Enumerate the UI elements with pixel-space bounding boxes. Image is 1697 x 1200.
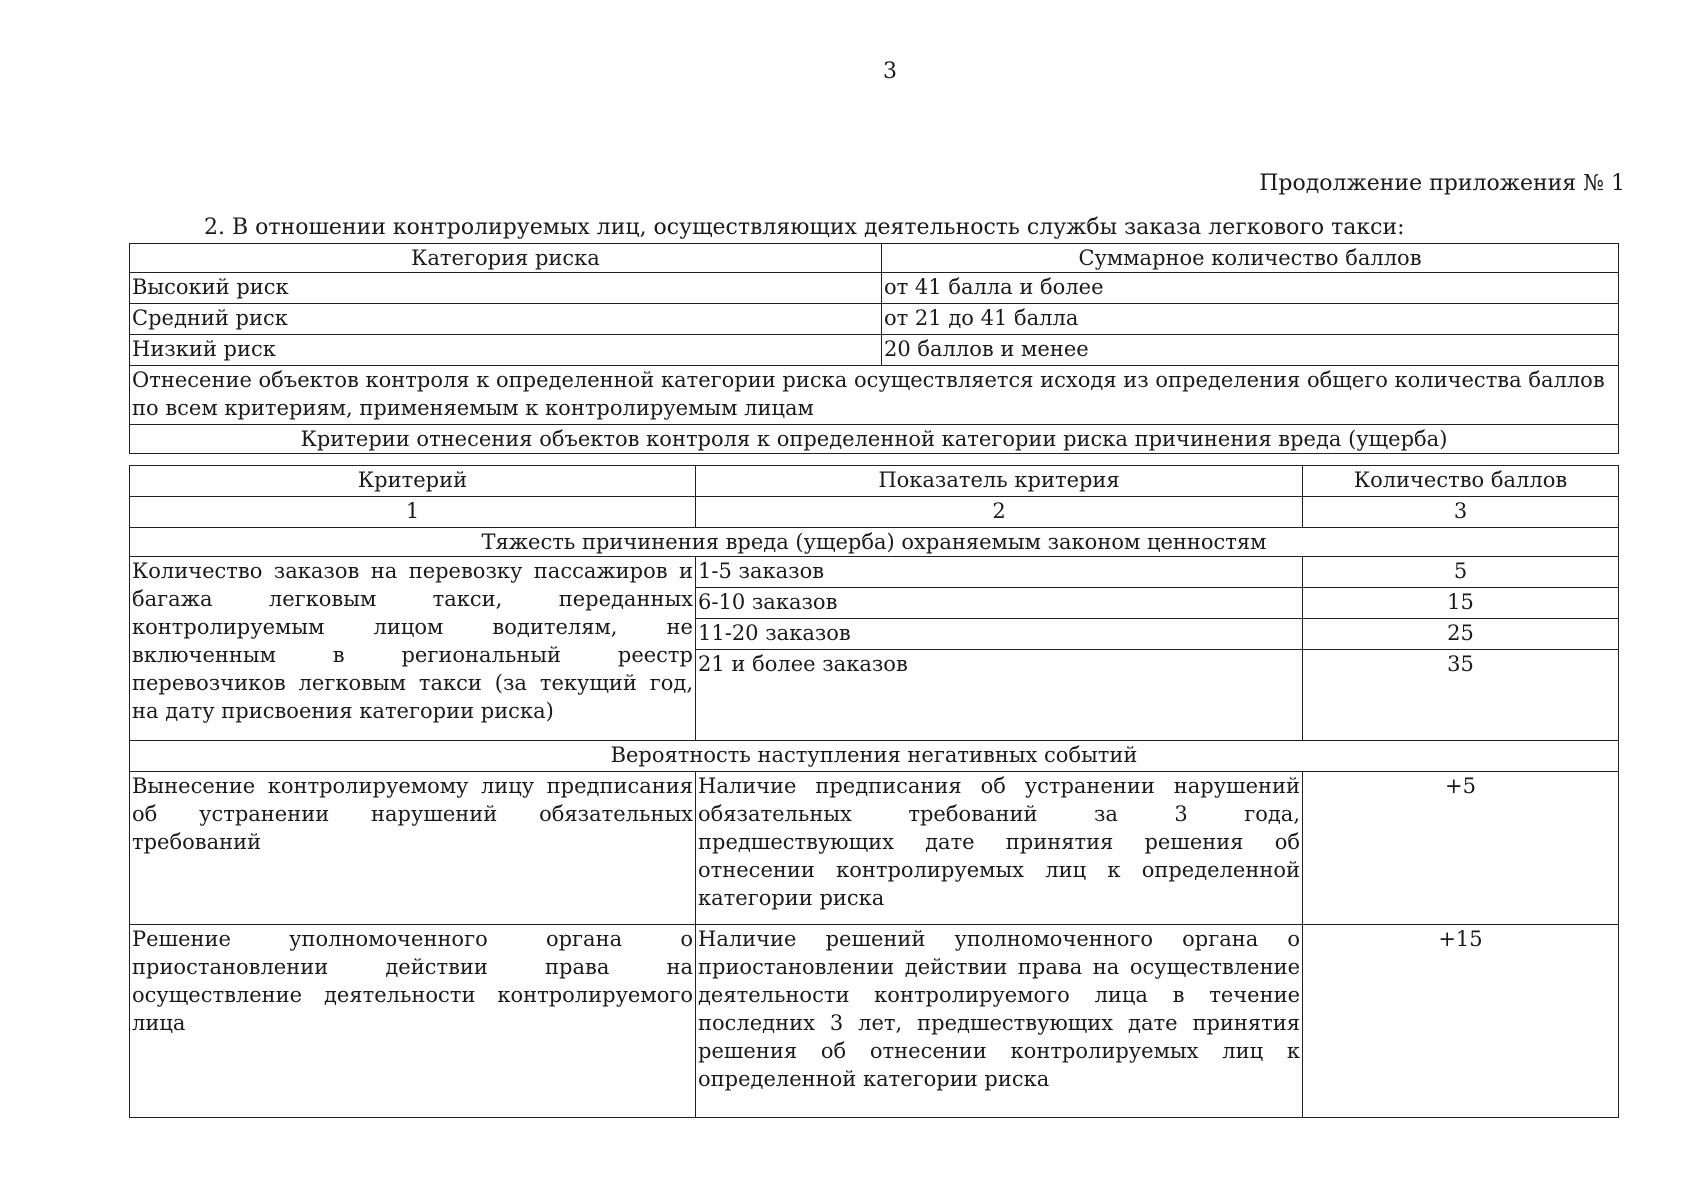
risk-points-cell: от 41 балла и более: [882, 273, 1619, 304]
points-cell: 15: [1303, 588, 1619, 619]
header-criterion: Критерий: [130, 466, 696, 497]
continuation-label: Продолжение приложения № 1: [1259, 171, 1625, 196]
column-numbers-row: [130, 497, 1619, 528]
probability-indicator: Наличие решений уполномоченного органа о приостановлении действии права на осуществление деятельности контролируемого лица в течение последних 3 лет, предшествующих дате принятия решения об отнесении контролируемых лиц к определенной категории риска: [696, 925, 1303, 1118]
section-intro: 2. В отношении контролируемых лиц, осуществляющих деятельность службы заказа легкового такси:: [204, 215, 1405, 240]
probability-row: [130, 772, 1619, 925]
indicator-cell: 21 и более заказов: [696, 650, 1303, 741]
severity-row: [130, 557, 1619, 588]
risk-category-cell: Высокий риск: [130, 273, 882, 304]
column-number-3: 3: [1303, 497, 1619, 528]
column-number-2: 2: [696, 497, 1303, 528]
header-indicator: Показатель критерия: [696, 466, 1303, 497]
severity-criterion: Количество заказов на перевозку пассажиров и багажа легковым такси, переданных контролируемым лицом водителям, не включенным в региональный реестр перевозчиков легковым такси (за текущий год, на дату присвоения категории риска): [130, 557, 696, 741]
header-total-points: Суммарное количество баллов: [882, 244, 1619, 273]
risk-note-row: [130, 366, 1619, 425]
criteria-table: [129, 465, 1619, 1118]
column-number-1: 1: [130, 497, 696, 528]
risk-row-high: [130, 273, 1619, 304]
points-cell: 5: [1303, 557, 1619, 588]
risk-row-low: [130, 335, 1619, 366]
criteria-title: Критерии отнесения объектов контроля к определенной категории риска причинения вреда (ущерба): [130, 425, 1619, 454]
section-severity-title-row: [130, 528, 1619, 557]
header-points: Количество баллов: [1303, 466, 1619, 497]
risk-category-cell: Средний риск: [130, 304, 882, 335]
risk-row-medium: [130, 304, 1619, 335]
section-severity-title: Тяжесть причинения вреда (ущерба) охраняемым законом ценностям: [130, 528, 1619, 557]
probability-criterion: Вынесение контролируемому лицу предписания об устранении нарушений обязательных требований: [130, 772, 696, 925]
probability-points: +5: [1303, 772, 1619, 925]
indicator-cell: 6-10 заказов: [696, 588, 1303, 619]
indicator-cell: 11-20 заказов: [696, 619, 1303, 650]
probability-indicator: Наличие предписания об устранении нарушений обязательных требований за 3 года, предшествующих дате принятия решения об отнесении контролируемых лиц к определенной категории риска: [696, 772, 1303, 925]
risk-category-cell: Низкий риск: [130, 335, 882, 366]
risk-category-table: [129, 243, 1619, 454]
risk-note: Отнесение объектов контроля к определенной категории риска осуществляется исходя из определения общего количества баллов по всем критериям, применяемым к контролируемым лицам: [130, 366, 1619, 425]
probability-row: [130, 925, 1619, 1118]
risk-points-cell: от 21 до 41 балла: [882, 304, 1619, 335]
points-cell: 35: [1303, 650, 1619, 741]
section-probability-title: Вероятность наступления негативных событий: [130, 741, 1619, 772]
indicator-cell: 1-5 заказов: [696, 557, 1303, 588]
section-probability-title-row: [130, 741, 1619, 772]
probability-points: +15: [1303, 925, 1619, 1118]
risk-table-header-row: [130, 244, 1619, 273]
criteria-header-row: [130, 466, 1619, 497]
probability-criterion: Решение уполномоченного органа о приостановлении действии права на осуществление деятельности контролируемого лица: [130, 925, 696, 1118]
points-cell: 25: [1303, 619, 1619, 650]
risk-points-cell: 20 баллов и менее: [882, 335, 1619, 366]
page-number: 3: [883, 59, 897, 84]
criteria-title-row: [130, 425, 1619, 454]
header-risk-category: Категория риска: [130, 244, 882, 273]
